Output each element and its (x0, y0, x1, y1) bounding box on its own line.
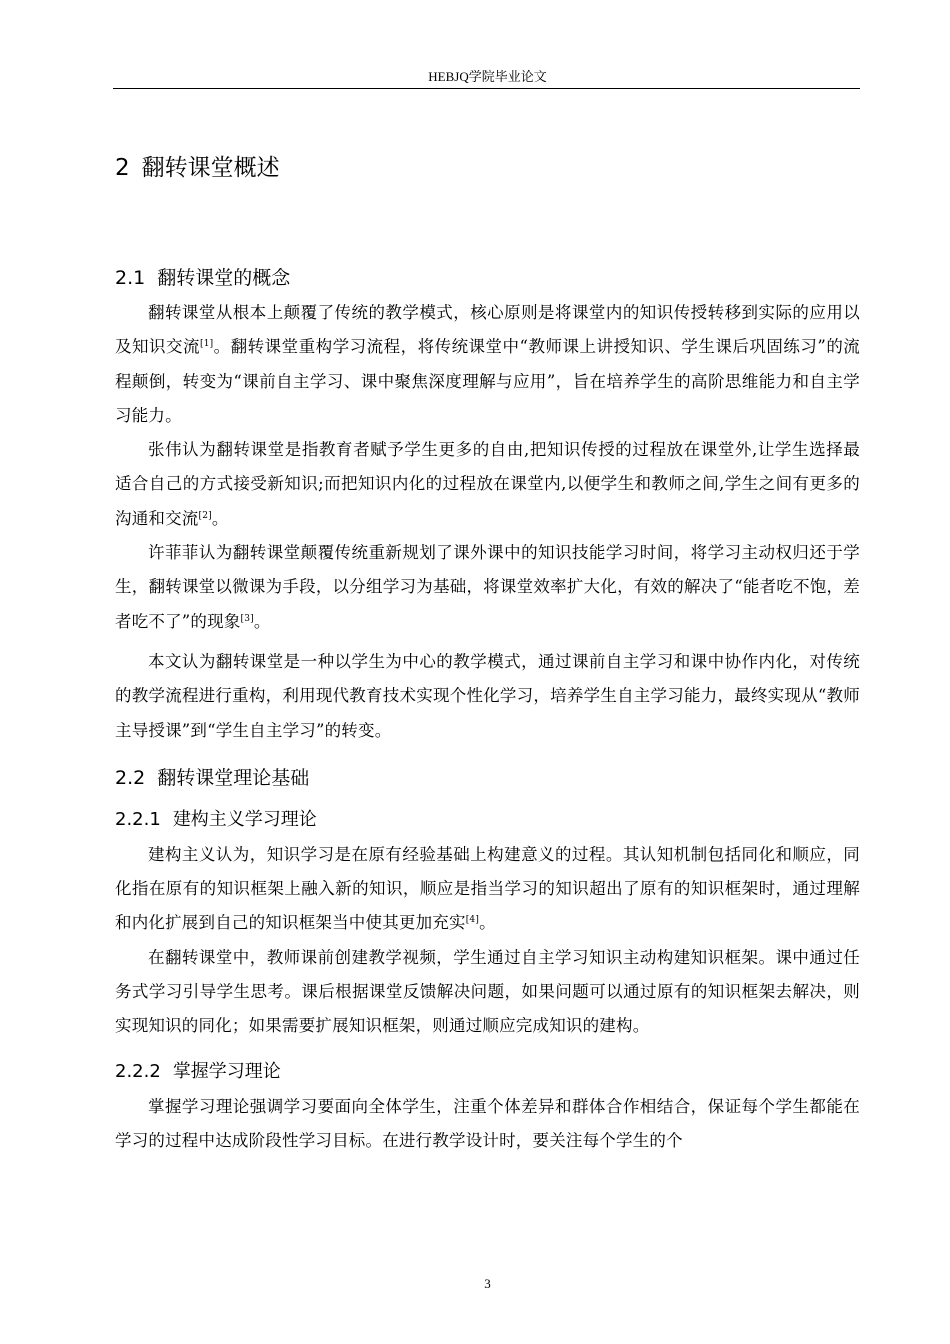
spacer (115, 1044, 860, 1054)
subsection-heading-2-2-2 (115, 1054, 860, 1090)
chapter-number: 2 (115, 155, 130, 181)
subsection-heading-2-2-1 (115, 802, 860, 838)
paragraph (115, 838, 860, 941)
paragraph-text: 翻转课堂从根本上颠覆了传统的教学模式，核心原则是将课堂内的知识传授转移到实际的应用以及知识交流 (115, 303, 860, 357)
subsection-number: 2.2.2 (115, 1060, 161, 1082)
subsection-title: 建构主义学习理论 (172, 808, 317, 830)
paragraph-text: 张伟认为翻转课堂是指教育者赋予学生更多的自由,把知识传授的过程放在课堂外,让学生选择最适合自己的方式接受新知识;而把知识内化的过程放在课堂内,以便学生和教师之间,学生之间有更多的沟通和交流 (115, 440, 860, 528)
paragraph-text: 。 (211, 508, 229, 528)
section-heading-2-2 (115, 760, 860, 796)
section-number: 2.2 (115, 766, 146, 789)
paragraph (115, 941, 860, 1044)
section-heading-2-1 (115, 260, 860, 296)
section-title: 翻转课堂理论基础 (157, 766, 310, 789)
paragraph-text: 。 (253, 611, 271, 631)
paragraph-text: 本文认为翻转课堂是一种以学生为中心的教学模式，通过课前自主学习和课中协作内化，对传统的教学流程进行重构，利用现代教育技术实现个性化学习，培养学生自主学习能力，最终实现从“教师主导授课”到“学生自主学习”的转变。 (115, 651, 860, 740)
paragraph (115, 1090, 860, 1159)
subsection-number: 2.2.1 (115, 808, 161, 830)
paragraph-text: 在翻转课堂中，教师课前创建教学视频，学生通过自主学习知识主动构建知识框架。课中通过任务式学习引导学生思考。课后根据课堂反馈解决问题，如果问题可以通过原有的知识框架去解决，则实现知识的同化；如果需要扩展知识框架，则通过顺应完成知识的建构。 (115, 947, 860, 1036)
paragraph (115, 645, 860, 748)
header-rule (113, 88, 860, 89)
citation: [3] (240, 613, 254, 624)
paragraph (115, 296, 860, 433)
paragraph-text: 。翻转课堂重构学习流程，将传统课堂中“教师课上讲授知识、学生课后巩固练习”的流程颠倒，转变为“课前自主学习、课中聚焦深度理解与应用”，旨在培养学生的高阶思维能力和自主学习能力。 (115, 337, 861, 425)
citation: [1] (199, 339, 214, 350)
paragraph (115, 536, 860, 639)
citation: [4] (465, 915, 480, 926)
paragraph-text: 许菲菲认为翻转课堂颠覆传统重新规划了课外课中的知识技能学习时间，将学习主动权归还于学生，翻转课堂以微课为手段，以分组学习为基础，将课堂效率扩大化，有效的解决了“能者吃不饱，差者吃不了”的现象 (115, 543, 860, 631)
page-number: 3 (484, 1276, 491, 1291)
chapter-heading (115, 146, 860, 190)
chapter-title: 翻转课堂概述 (141, 155, 280, 181)
spacer (115, 748, 860, 760)
page-body (115, 146, 860, 1158)
paragraph (115, 433, 860, 536)
section-title: 翻转课堂的概念 (157, 267, 291, 289)
paragraph-text: 建构主义认为，知识学习是在原有经验基础上构建意义的过程。其认知机制包括同化和顺应，同化指在原有的知识框架上融入新的知识，顺应是指当学习的知识超出了原有的知识框架时，通过理解和内化扩展到自己的知识框架当中使其更加充实 (115, 844, 860, 933)
paragraph-text: 。 (479, 913, 496, 933)
section-number: 2.1 (115, 267, 146, 289)
subsection-title: 掌握学习理论 (172, 1060, 281, 1082)
paragraph-text: 掌握学习理论强调学习要面向全体学生，注重个体差异和群体合作相结合，保证每个学生都能在学习的过程中达成阶段性学习目标。在进行教学设计时，要关注每个学生的个 (115, 1096, 860, 1150)
running-header: HEBJQ学院毕业论文 (428, 69, 547, 84)
citation: [2] (198, 510, 212, 521)
